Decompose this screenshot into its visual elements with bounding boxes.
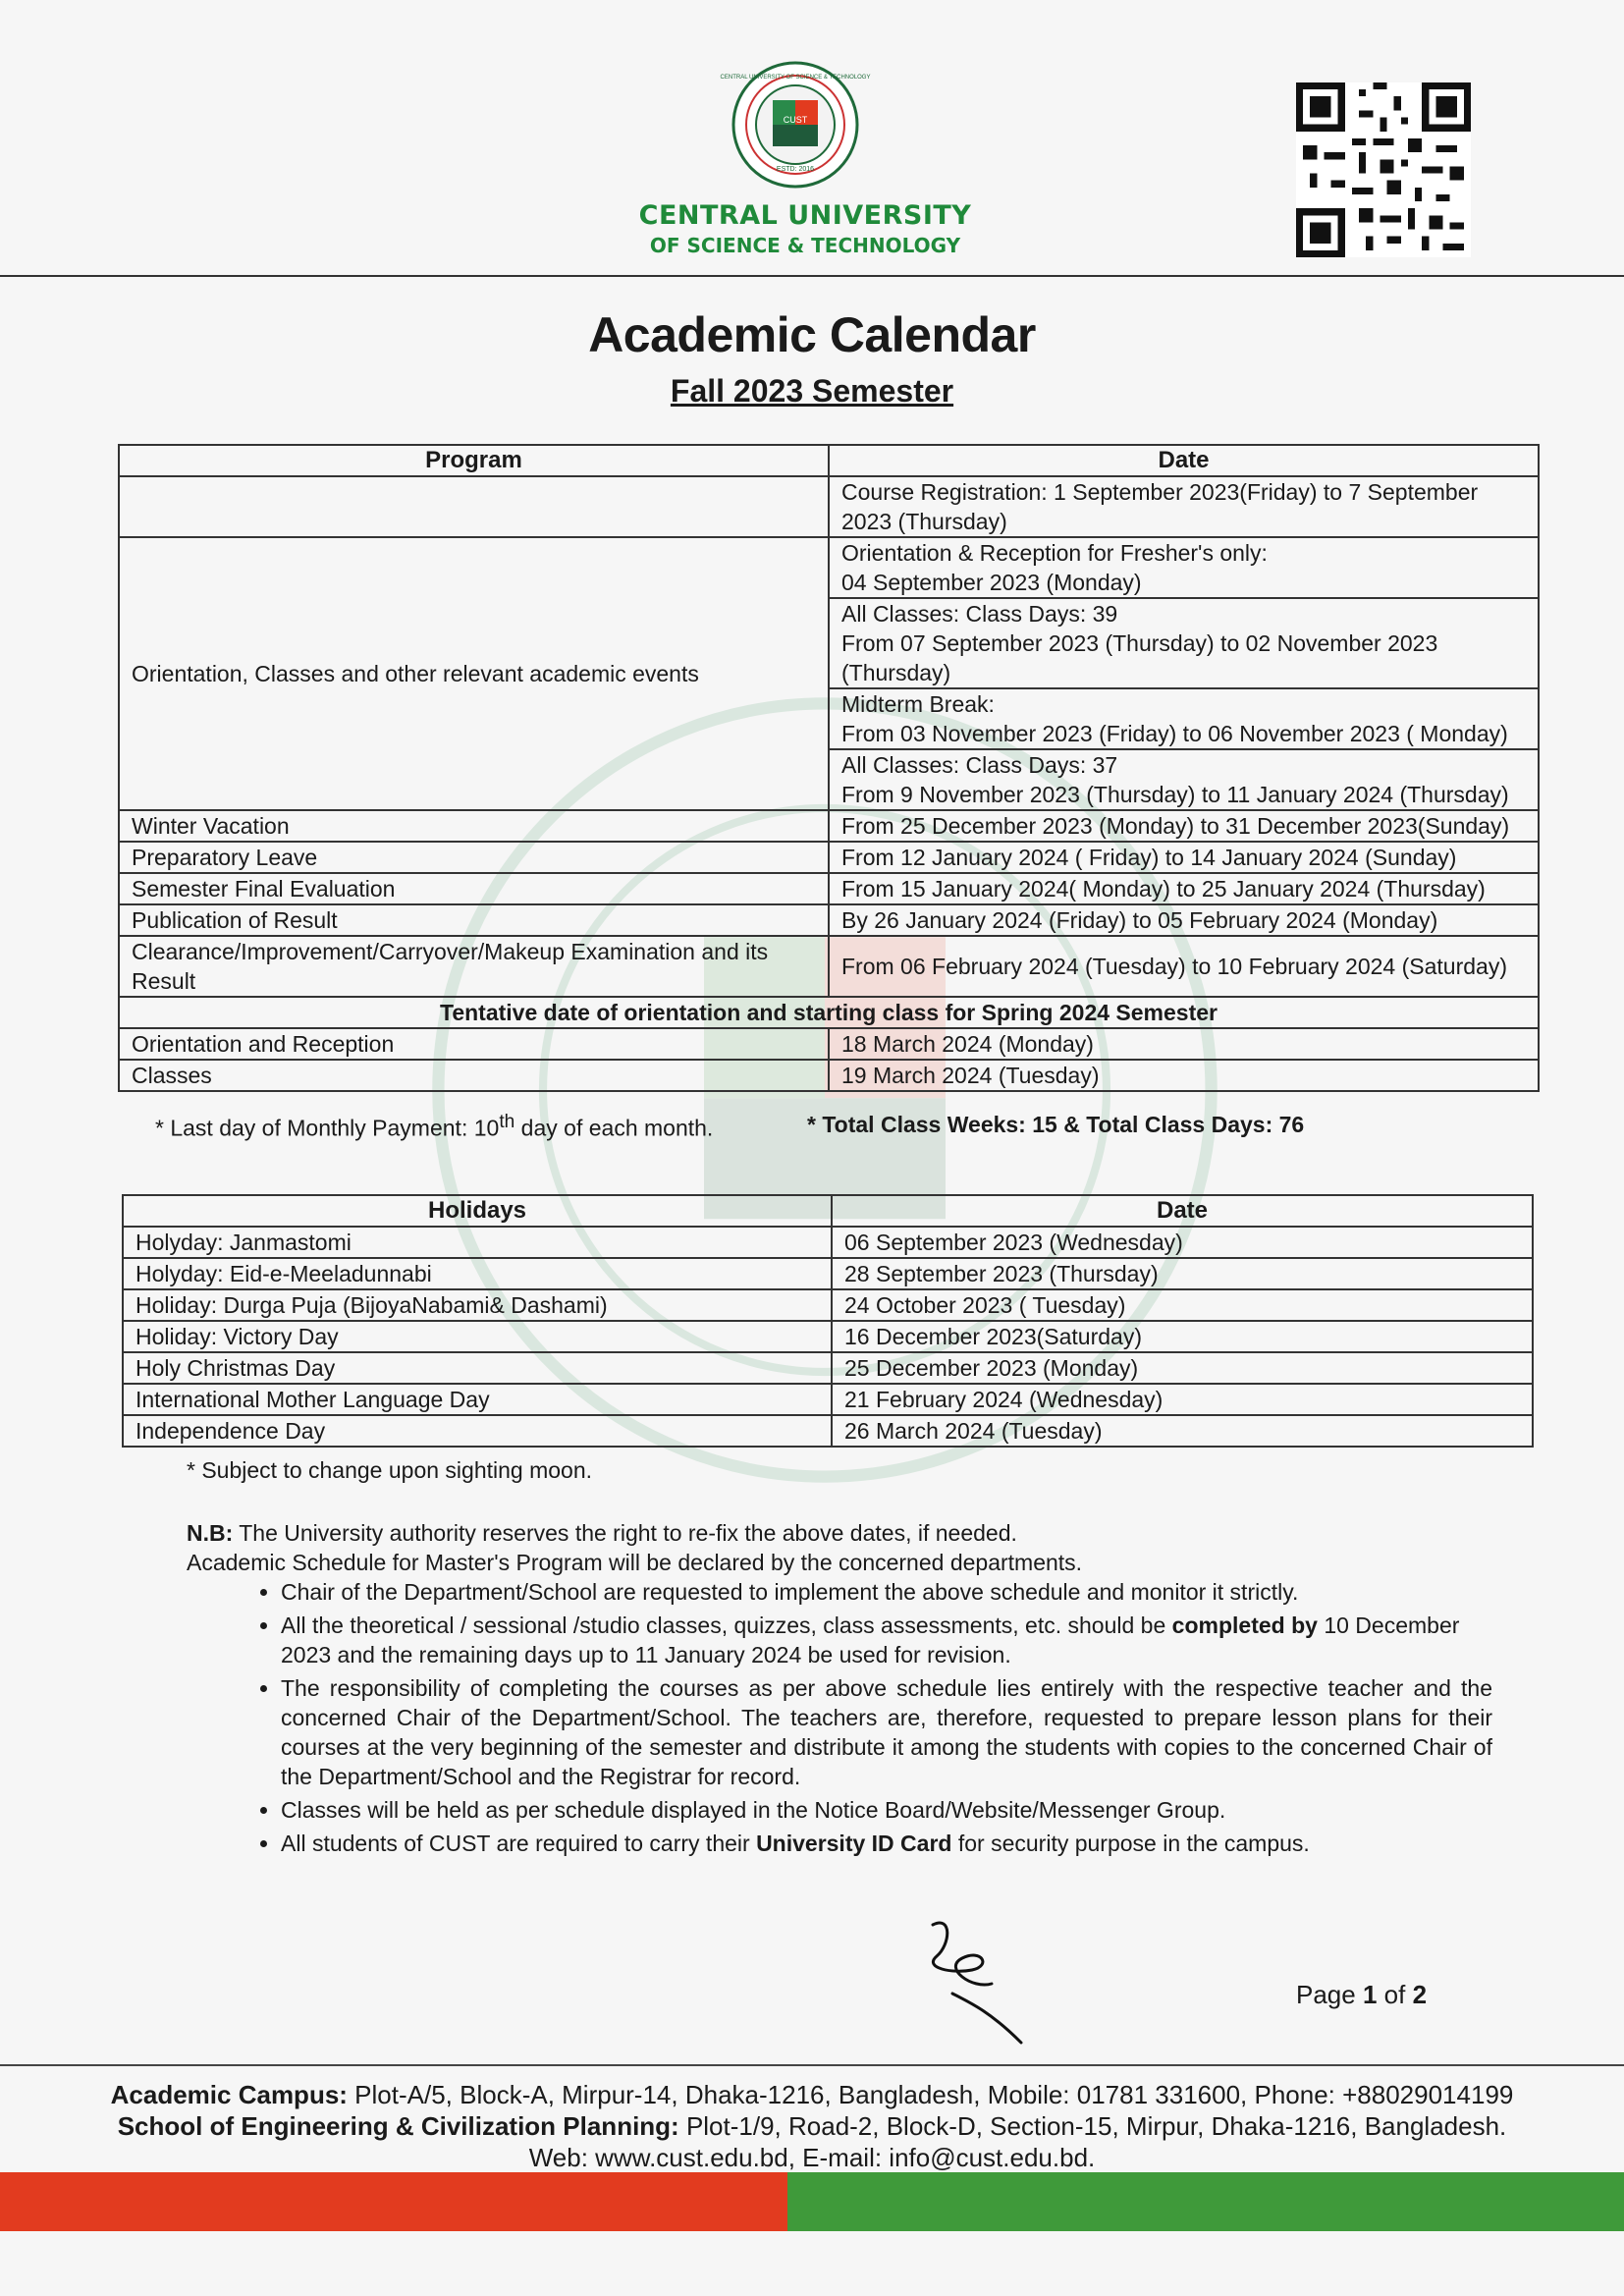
nb-line2: Academic Schedule for Master's Program will be declared by the concerned departments. [187,1550,1083,1575]
holidays-table [122,1194,1534,1448]
orientation-label-cell: Orientation, Classes and other relevant academic events [119,537,829,810]
footer-school-text: Plot-1/9, Road-2, Block-D, Section-15, Mirpur, Dhaka-1216, Bangladesh. [678,2111,1507,2141]
logo-estd: ESTD: 2016 [776,166,815,173]
list-item [281,1611,1492,1669]
program-cell: Winter Vacation [119,810,829,842]
nb-section [187,1518,1492,1862]
table-row [119,810,1539,842]
holiday-date-cell: 21 February 2024 (Wednesday) [832,1384,1533,1415]
col-date: Date [829,445,1539,476]
date-cell: 18 March 2024 (Monday) [829,1028,1539,1060]
table-row [119,936,1539,997]
logo-abbr: CUST [783,115,808,125]
payment-note-sup: th [499,1112,515,1132]
bullet5-a: All students of CUST are required to carry their [281,1831,757,1856]
program-cell: Classes [119,1060,829,1091]
footer-campus-label: Academic Campus: [110,2080,348,2109]
table-row [119,1060,1539,1091]
bullet2-b: completed by [1171,1613,1318,1638]
table-row [123,1384,1533,1415]
tentative-heading: Tentative date of orientation and starting class for Spring 2024 Semester [119,997,1539,1028]
program-cell: Preparatory Leave [119,842,829,873]
table-row [119,873,1539,904]
holiday-date-cell: 16 December 2023(Saturday) [832,1321,1533,1352]
program-cell: Clearance/Improvement/Carryover/Makeup Examination and its Result [119,936,829,997]
page-prefix: Page [1296,1980,1363,2009]
col-holidays: Holidays [123,1195,832,1227]
table-row [119,537,1539,598]
date-cell: From 06 February 2024 (Tuesday) to 10 February 2024 (Saturday) [829,936,1539,997]
table-row [123,1415,1533,1447]
holiday-name-cell: International Mother Language Day [123,1384,832,1415]
footer-bar-red [0,2172,787,2231]
header-divider [0,275,1624,277]
list-item [281,1829,1492,1858]
list-item: • The responsibility of completing the courses as per above schedule lies entirely with the respective teacher and the concerned Chair of the Department/School. The teachers are, therefore, requested to prepare lesson plans for their courses at the very beginning of the semester and distribute it among the students with copies to the concerned Chair of the Department/School and the Registrar for record. [281,1673,1492,1791]
footer-school-label: School of Engineering & Civilization Planning: [117,2111,679,2141]
orientation-item-cell: Orientation & Reception for Fresher's only: 04 September 2023 (Monday) [829,537,1539,598]
table-row [119,1028,1539,1060]
logo-ring-text: CENTRAL UNIVERSITY OF SCIENCE & TECHNOLOGY [720,75,871,81]
page-title: Academic Calendar [588,307,1036,362]
table-row [123,1352,1533,1384]
table-row [119,904,1539,936]
table-row [123,1321,1533,1352]
bullet5-c: for security purpose in the campus. [951,1831,1310,1856]
page-total: 2 [1412,1980,1428,2009]
table-row [119,476,1539,537]
payment-note-tail: day of each month. [514,1115,714,1141]
col-date: Date [832,1195,1533,1227]
holiday-date-cell: 25 December 2023 (Monday) [832,1352,1533,1384]
program-cell: Orientation and Reception [119,1028,829,1060]
holiday-name-cell: Holyday: Eid-e-Meeladunnabi [123,1258,832,1289]
university-name-line2: OF SCIENCE & TECHNOLOGY [649,234,961,257]
table-row [123,1227,1533,1258]
date-cell: From 25 December 2023 (Monday) to 31 December 2023(Sunday) [829,810,1539,842]
payment-note [155,1112,713,1142]
program-cell: Semester Final Evaluation [119,873,829,904]
date-cell: From 15 January 2024( Monday) to 25 January 2024 (Thursday) [829,873,1539,904]
holiday-name-cell: Holyday: Janmastomi [123,1227,832,1258]
footer-campus-text: Plot-A/5, Block-A, Mirpur-14, Dhaka-1216, Bangladesh, Mobile: 01781 331600, Phone: +88029014199 [347,2080,1514,2109]
payment-note-text: * Last day of Monthly Payment: 10 [155,1115,500,1141]
nb-list [187,1577,1492,1858]
holiday-date-cell: 24 October 2023 ( Tuesday) [832,1289,1533,1321]
date-cell: From 12 January 2024 ( Friday) to 14 January 2024 (Sunday) [829,842,1539,873]
footer-school [0,2111,1624,2142]
qr-code[interactable] [1296,82,1471,257]
moon-note: * Subject to change upon sighting moon. [187,1457,593,1483]
bullet2-c: 10 December 2023 and the remaining days up to 11 January 2024 be used for revision. [281,1613,1460,1667]
orientation-item-cell: Midterm Break: From 03 November 2023 (Friday) to 06 November 2023 ( Monday) [829,688,1539,749]
page-number [1296,1980,1427,2010]
page-subtitle: Fall 2023 Semester [670,373,954,409]
list-item: • Chair of the Department/School are requested to implement the above schedule and monitor it strictly. [281,1577,1492,1607]
holiday-name-cell: Independence Day [123,1415,832,1447]
holiday-date-cell: 28 September 2023 (Thursday) [832,1258,1533,1289]
holiday-date-cell: 26 March 2024 (Tuesday) [832,1415,1533,1447]
table-row [119,842,1539,873]
page-current: 1 [1362,1980,1378,2009]
footer-web: Web: www.cust.edu.bd, E-mail: info@cust.edu.bd. [528,2143,1096,2172]
list-item: • Classes will be held as per schedule displayed in the Notice Board/Website/Messenger Group. [281,1795,1492,1825]
holiday-name-cell: Holiday: Victory Day [123,1321,832,1352]
holiday-name-cell: Holiday: Durga Puja (BijoyaNabami& Dashami) [123,1289,832,1321]
table-cell [119,476,829,537]
table-header-row [119,445,1539,476]
registration-cell: Course Registration: 1 September 2023(Friday) to 7 September 2023 (Thursday) [829,476,1539,537]
page-middle: of [1377,1980,1413,2009]
university-name [589,200,1021,257]
orientation-item-cell: All Classes: Class Days: 37 From 9 November 2023 (Thursday) to 11 January 2024 (Thursday) [829,749,1539,810]
schedule-table [118,444,1540,1092]
nb-line1 [187,1518,1492,1548]
holiday-date-cell: 06 September 2023 (Wednesday) [832,1227,1533,1258]
program-cell: Publication of Result [119,904,829,936]
orientation-item-cell: All Classes: Class Days: 39 From 07 September 2023 (Thursday) to 02 November 2023 (Thursday) [829,598,1539,688]
table-header-row [123,1195,1533,1227]
table-row [123,1258,1533,1289]
date-cell: By 26 January 2024 (Friday) to 05 February 2024 (Monday) [829,904,1539,936]
holiday-name-cell: Holy Christmas Day [123,1352,832,1384]
bullet2-a: All the theoretical / sessional /studio classes, quizzes, class assessments, etc. should be [281,1613,1172,1638]
registrar-signature [913,1905,1051,2052]
university-logo [720,61,871,189]
bullet5-b: University ID Card [756,1831,952,1856]
table-row [123,1289,1533,1321]
university-name-line1: CENTRAL UNIVERSITY [638,200,972,231]
footer-divider [0,2064,1624,2066]
footer-bar-green [787,2172,1624,2231]
date-cell: 19 March 2024 (Tuesday) [829,1060,1539,1091]
nb-label: N.B: [187,1520,234,1546]
nb-line1-text: The University authority reserves the right to re-fix the above dates, if needed. [233,1520,1017,1546]
total-class-note: * Total Class Weeks: 15 & Total Class Days: 76 [807,1112,1305,1137]
col-program: Program [119,445,829,476]
footer-campus [0,2080,1624,2110]
table-row [119,997,1539,1028]
